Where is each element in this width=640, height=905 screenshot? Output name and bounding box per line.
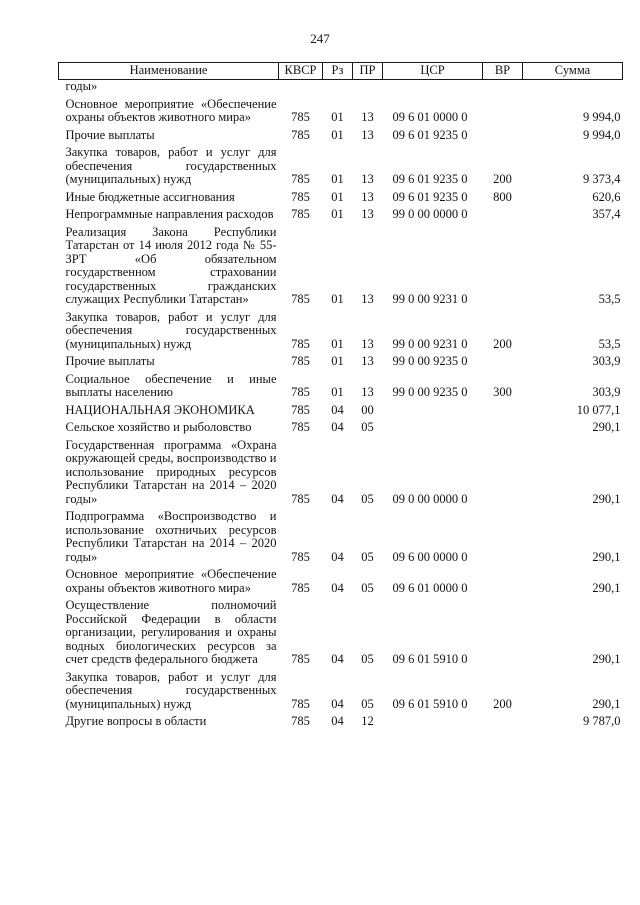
cell-csr	[383, 712, 483, 730]
table-row	[59, 95, 623, 126]
cell-rz: 04	[331, 549, 344, 564]
cell-kvsr: 785	[291, 402, 310, 417]
cell-csr: 09 6 01 0000 0	[392, 580, 468, 595]
cell-kvsr: 785	[291, 580, 310, 595]
cell-pr: 13	[361, 207, 374, 221]
cell-name: Подпрограмма «Воспроизводство и использование охотничьих ресурсов Республики Татарстан на 2014 – 2020 годы»	[65, 509, 277, 564]
cell-rz: 01	[331, 385, 344, 399]
cell-name: Реализация Закона Республики Татарстан от 14 июля 2012 года № 55-ЗРТ «Об обязательном государственном страховании государственных гражданских служащих Республики Татарстан»	[65, 224, 277, 306]
header-sum: Сумма	[523, 63, 623, 80]
cell-sum: 303,9	[592, 385, 621, 399]
cell-sum: 290,1	[592, 491, 621, 506]
cell-rz: 04	[331, 652, 344, 666]
cell-pr: 00	[361, 402, 374, 417]
table-row	[59, 205, 623, 223]
cell-name: Непрограммные направления расходов	[65, 207, 274, 221]
cell-pr: 05	[361, 652, 374, 666]
table-row	[59, 712, 623, 730]
cell-csr: 09 6 01 0000 0	[392, 110, 468, 124]
cell-kvsr: 785	[291, 491, 310, 506]
budget-table	[58, 62, 623, 730]
cell-vr: 300	[493, 385, 512, 399]
table-row	[59, 507, 623, 565]
cell-kvsr: 785	[291, 207, 310, 221]
cell-sum: 357,4	[592, 207, 621, 221]
table-row	[59, 668, 623, 713]
cell-kvsr: 785	[291, 336, 310, 351]
header-csr: ЦСР	[383, 63, 483, 80]
cell-vr	[483, 352, 523, 370]
cell-csr: 99 0 00 9231 0	[392, 292, 468, 306]
table-row	[59, 223, 623, 308]
cell-pr: 05	[361, 580, 374, 595]
table-row	[59, 352, 623, 370]
cell-pr: 05	[361, 549, 374, 564]
cell-csr: 09 6 01 9235 0	[392, 189, 468, 204]
cell-kvsr: 785	[291, 420, 310, 434]
cell-vr: 800	[493, 189, 512, 204]
cell-csr	[383, 401, 483, 419]
cell-csr: 99 0 00 9231 0	[392, 336, 468, 351]
cell-pr: 05	[361, 696, 374, 711]
header-pr: ПР	[353, 63, 383, 80]
page-number: 247	[310, 31, 330, 46]
cell-pr: 12	[361, 714, 374, 728]
cell-name: Другие вопросы в области	[65, 714, 207, 728]
cell-sum: 290,1	[592, 420, 621, 434]
cell-csr: 99 0 00 9235 0	[392, 354, 468, 368]
cell-pr: 13	[361, 354, 374, 368]
table-row	[59, 370, 623, 401]
cell-pr: 13	[361, 172, 374, 186]
cell-rz: 04	[331, 714, 344, 728]
cell-vr	[483, 223, 523, 308]
cell-sum: 53,5	[598, 336, 621, 351]
cell-vr	[483, 436, 523, 508]
cell-rz: 01	[331, 292, 344, 306]
cell-name: Закупка товаров, работ и услуг для обеспечения государственных (муниципальных) нужд	[65, 669, 277, 711]
table-row	[59, 80, 623, 95]
cell-rz	[323, 80, 353, 95]
cell-rz: 04	[331, 696, 344, 711]
cell-csr: 09 6 01 5910 0	[392, 652, 468, 666]
cell-vr	[483, 205, 523, 223]
table-row	[59, 308, 623, 353]
cell-name: Основное мероприятие «Обеспечение охраны объектов животного мира»	[65, 567, 277, 595]
cell-name: Сельское хозяйство и рыболовство	[65, 420, 252, 434]
cell-sum: 53,5	[598, 292, 621, 306]
cell-rz: 01	[331, 172, 344, 186]
cell-vr	[483, 418, 523, 436]
cell-pr: 05	[361, 420, 374, 434]
cell-csr: 09 6 01 9235 0	[392, 172, 468, 186]
cell-name: Иные бюджетные ассигнования	[65, 189, 235, 204]
cell-csr: 99 0 00 9235 0	[392, 385, 468, 399]
cell-name: Основное мероприятие «Обеспечение охраны объектов животного мира»	[65, 96, 277, 124]
cell-sum: 9 787,0	[583, 714, 621, 728]
table-body	[59, 80, 623, 730]
cell-csr	[383, 80, 483, 95]
table-row	[59, 188, 623, 206]
cell-pr: 13	[361, 385, 374, 399]
table-row	[59, 436, 623, 508]
table-row	[59, 126, 623, 144]
cell-kvsr: 785	[291, 172, 310, 186]
cell-kvsr: 785	[291, 549, 310, 564]
cell-rz: 01	[331, 207, 344, 221]
cell-kvsr: 785	[291, 714, 310, 728]
cell-kvsr: 785	[291, 385, 310, 399]
cell-pr	[353, 80, 383, 95]
cell-name: Закупка товаров, работ и услуг для обеспечения государственных (муниципальных) нужд	[65, 309, 277, 351]
table-row	[59, 401, 623, 419]
header-vr: ВР	[483, 63, 523, 80]
cell-rz: 01	[331, 127, 344, 142]
cell-csr: 09 6 01 9235 0	[392, 127, 468, 142]
cell-csr: 09 6 00 0000 0	[392, 549, 468, 564]
table-row	[59, 596, 623, 668]
cell-pr: 13	[361, 127, 374, 142]
cell-rz: 04	[331, 491, 344, 506]
cell-name: Прочие выплаты	[65, 354, 155, 368]
header-rz: Рз	[323, 63, 353, 80]
cell-name: Закупка товаров, работ и услуг для обеспечения государственных (муниципальных) нужд	[65, 145, 277, 186]
cell-rz: 04	[331, 402, 344, 417]
table-header	[59, 63, 623, 80]
cell-pr: 05	[361, 491, 374, 506]
cell-sum: 9 994,0	[583, 110, 621, 124]
cell-csr: 09 0 00 0000 0	[392, 491, 468, 506]
cell-rz: 01	[331, 336, 344, 351]
cell-kvsr: 785	[291, 189, 310, 204]
cell-sum: 9 994,0	[583, 127, 621, 142]
cell-kvsr	[279, 80, 323, 95]
cell-pr: 13	[361, 336, 374, 351]
cell-sum: 290,1	[592, 652, 621, 666]
cell-name: Прочие выплаты	[65, 127, 155, 142]
cell-kvsr: 785	[291, 652, 310, 666]
header-kvsr: КВСР	[279, 63, 323, 80]
cell-vr	[483, 95, 523, 126]
cell-vr	[483, 126, 523, 144]
cell-rz: 04	[331, 420, 344, 434]
cell-vr	[483, 80, 523, 95]
cell-name: НАЦИОНАЛЬНАЯ ЭКОНОМИКА	[65, 402, 255, 417]
cell-kvsr: 785	[291, 110, 310, 124]
cell-pr: 13	[361, 189, 374, 204]
cell-rz: 01	[331, 354, 344, 368]
cell-name: Социальное обеспечение и иные выплаты населению	[65, 371, 277, 399]
cell-rz: 04	[331, 580, 344, 595]
cell-sum: 9 373,4	[583, 172, 621, 186]
table-row	[59, 143, 623, 188]
cell-vr	[483, 712, 523, 730]
cell-sum: 10 077,1	[576, 402, 621, 417]
table-row	[59, 565, 623, 596]
table-row	[59, 418, 623, 436]
cell-kvsr: 785	[291, 292, 310, 306]
cell-rz: 01	[331, 189, 344, 204]
cell-sum: 290,1	[592, 549, 621, 564]
cell-sum: 290,1	[592, 580, 621, 595]
cell-name: Осуществление полномочий Российской Федерации в области организации, регулирования и охраны водных биологических ресурсов за счет средств федерального бюджета	[65, 598, 277, 666]
cell-csr: 09 6 01 5910 0	[392, 696, 468, 711]
cell-vr	[483, 565, 523, 596]
cell-pr: 13	[361, 292, 374, 306]
cell-sum	[523, 80, 623, 95]
cell-kvsr: 785	[291, 354, 310, 368]
cell-sum: 290,1	[592, 696, 621, 711]
cell-csr: 99 0 00 0000 0	[392, 207, 468, 221]
cell-name: Государственная программа «Охрана окружающей среды, воспроизводство и использование природных ресурсов Республики Татарстан на 2014 – 2020 годы»	[65, 437, 277, 506]
cell-rz: 01	[331, 110, 344, 124]
header-name: Наименование	[59, 63, 279, 80]
cell-vr: 200	[493, 172, 512, 186]
cell-sum: 303,9	[592, 354, 621, 368]
cell-sum: 620,6	[592, 189, 621, 204]
cell-csr	[383, 418, 483, 436]
cell-vr	[483, 507, 523, 565]
cell-vr: 200	[493, 696, 512, 711]
cell-pr: 13	[361, 110, 374, 124]
cell-name: годы»	[65, 79, 98, 93]
cell-kvsr: 785	[291, 696, 310, 711]
cell-kvsr: 785	[291, 127, 310, 142]
cell-vr	[483, 401, 523, 419]
cell-vr: 200	[493, 336, 512, 351]
cell-vr	[483, 596, 523, 668]
